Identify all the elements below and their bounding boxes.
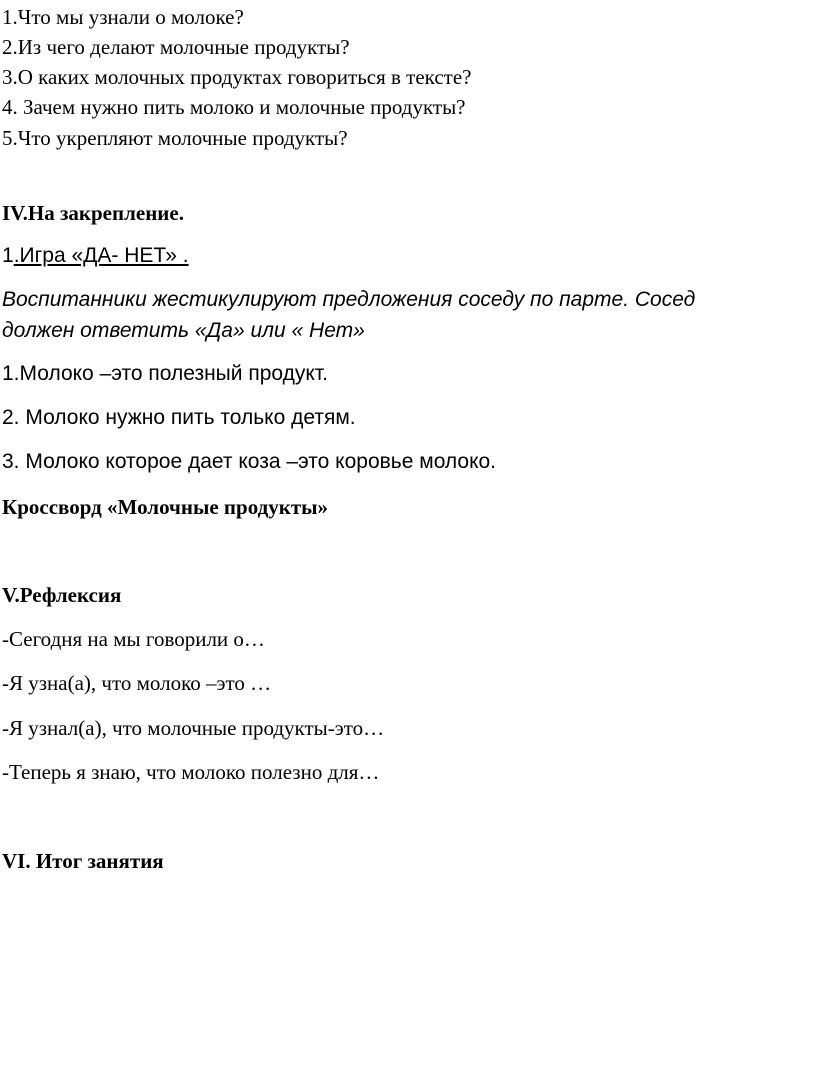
reflection-prompt-1: -Сегодня на мы говорили о… [2, 627, 265, 651]
section-4-heading: IV.На закрепление. [2, 201, 184, 225]
section-6-heading: VI. Итог занятия [2, 849, 164, 873]
question-1: 1.Что мы узнали о молоке? [2, 5, 244, 29]
game-instruction-line-2: должен ответить «Да» или « Нет» [2, 319, 365, 342]
question-5: 5.Что укрепляют молочные продукты? [2, 126, 348, 150]
game-instruction-line-1: Воспитанники жестикулируют предложения соседу по парте. Сосед [2, 288, 696, 311]
question-2: 2.Из чего делают молочные продукты? [2, 35, 350, 59]
game-heading [2, 243, 189, 269]
reflection-prompt-4: -Теперь я знаю, что молоко полезно для… [2, 760, 380, 784]
statement-2: 2. Молоко нужно пить только детям. [2, 406, 356, 429]
reflection-prompt-3: -Я узнал(а), что молочные продукты-это… [2, 716, 385, 740]
statement-3: 3. Молоко которое дает коза –это коровье молоко. [2, 450, 497, 473]
question-3: 3.О каких молочных продуктах говориться в тексте? [2, 65, 472, 89]
question-4: 4. Зачем нужно пить молоко и молочные продукты? [2, 95, 466, 119]
section-5-heading: V.Рефлексия [2, 583, 122, 607]
crossword-heading [2, 494, 328, 520]
game-number: 1 [2, 244, 14, 267]
crossword-title: Кроссворд «Молочные продукты» [2, 495, 329, 519]
reflection-prompt-2: -Я узна(а), что молоко –это … [2, 671, 272, 695]
statement-1: 1.Молоко –это полезный продукт. [2, 362, 328, 385]
game-title: .Игра «ДА- НЕТ» . [13, 244, 189, 267]
